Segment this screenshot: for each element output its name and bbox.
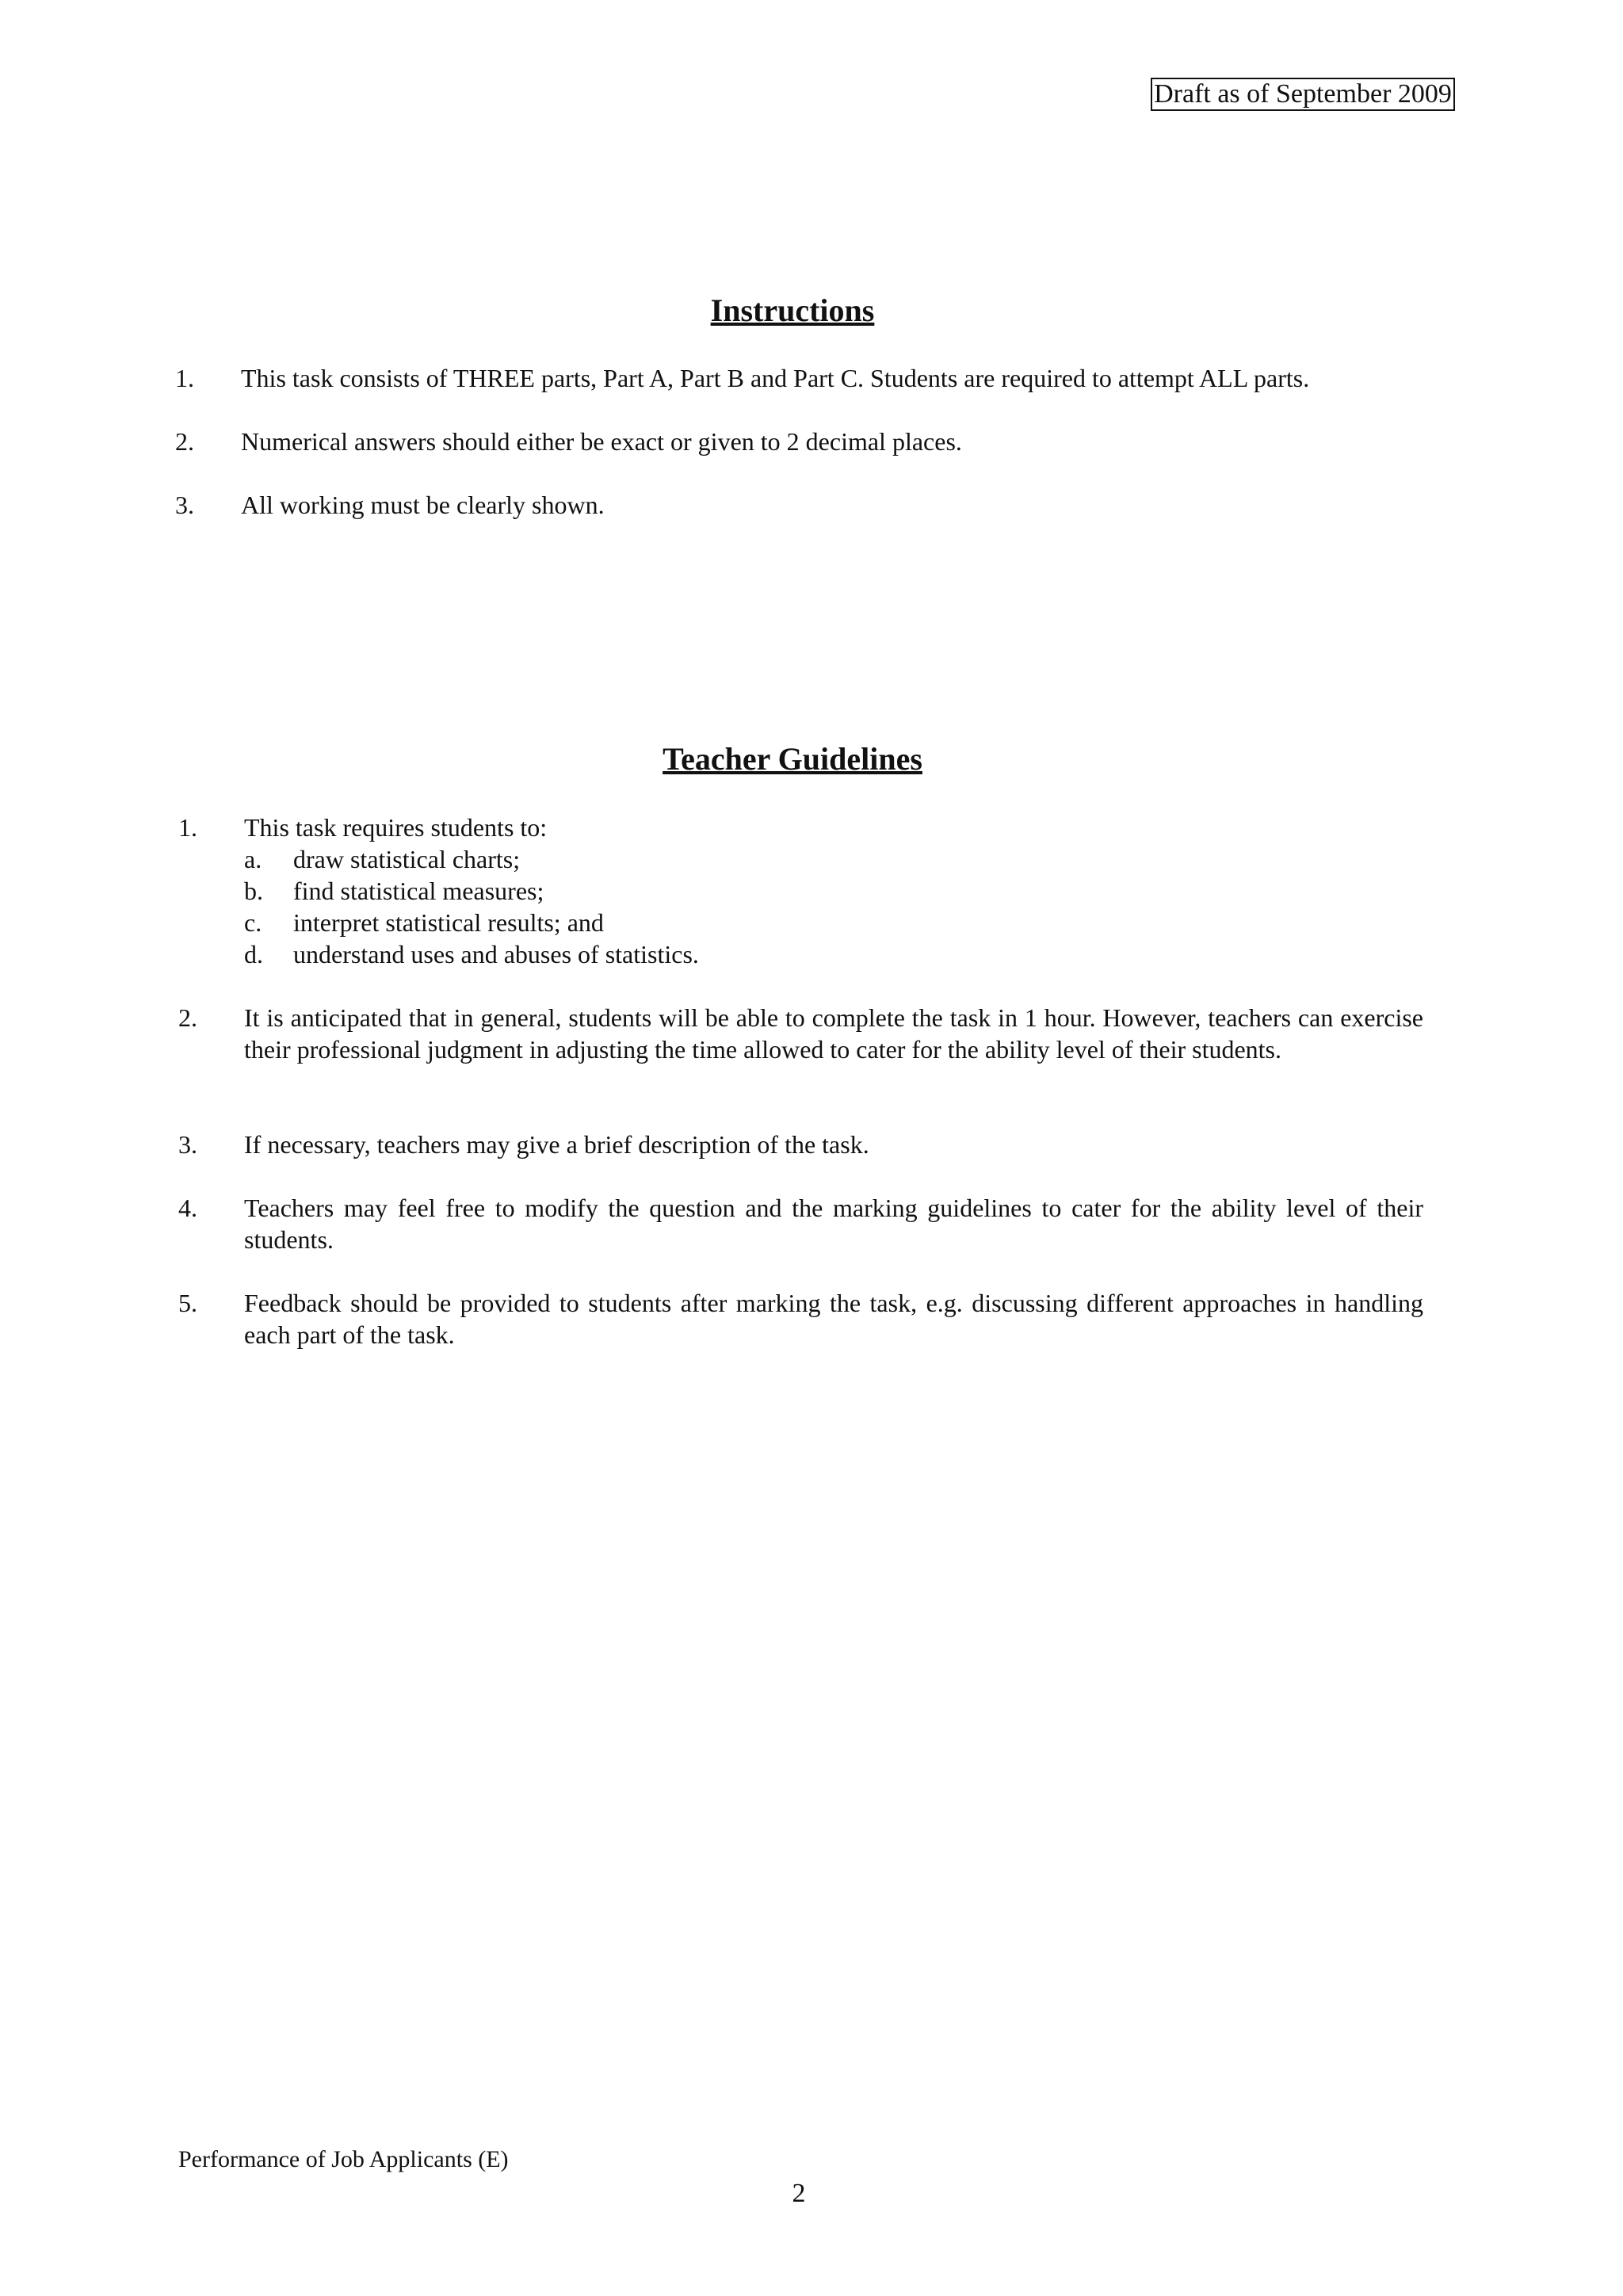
subitem-letter: b. [244, 877, 263, 905]
subitem-letter: c. [244, 908, 262, 937]
subitem-text: understand uses and abuses of statistics. [293, 940, 699, 968]
instructions-title: Instructions [710, 292, 875, 328]
subitem-letter: a. [244, 845, 262, 873]
item-text: This task consists of THREE parts, Part A, Part B and Part C. Students are required to attempt ALL parts. [241, 364, 1310, 392]
subitem-text: interpret statistical results; and [293, 908, 604, 937]
item-text: Feedback should be provided to students after marking the task, e.g. discussing different approaches in handling each part of the task. [244, 1289, 1423, 1349]
item-text: Teachers may feel free to modify the question and the marking guidelines to cater for the ability level of their students. [244, 1194, 1423, 1254]
subitem-text: draw statistical charts; [293, 845, 521, 873]
draft-label: Draft as of September 2009 [1151, 78, 1455, 111]
item-text: Numerical answers should either be exact or given to 2 decimal places. [241, 427, 962, 456]
page-number: 2 [792, 2179, 806, 2208]
document-name: Performance of Job Applicants (E) [178, 2146, 509, 2172]
item-number: 3. [175, 491, 194, 519]
item-number: 2. [178, 1003, 197, 1032]
item-number: 4. [178, 1194, 197, 1222]
item-text: This task requires students to: [244, 813, 548, 842]
item-number: 1. [178, 813, 197, 842]
item-text: It is anticipated that in general, students will be able to complete the task in 1 hour. However, teachers can exercise their professional judgment in adjusting the time allowed to cater for the ability level of their students. [244, 1003, 1423, 1064]
subitem-letter: d. [244, 940, 263, 968]
item-number: 5. [178, 1289, 197, 1317]
subitem-text: find statistical measures; [293, 877, 544, 905]
item-text: All working must be clearly shown. [241, 491, 605, 519]
item-text: If necessary, teachers may give a brief description of the task. [244, 1130, 869, 1159]
item-number: 2. [175, 427, 194, 456]
item-number: 1. [175, 364, 194, 392]
item-number: 3. [178, 1130, 197, 1159]
guidelines-title: Teacher Guidelines [663, 741, 922, 777]
